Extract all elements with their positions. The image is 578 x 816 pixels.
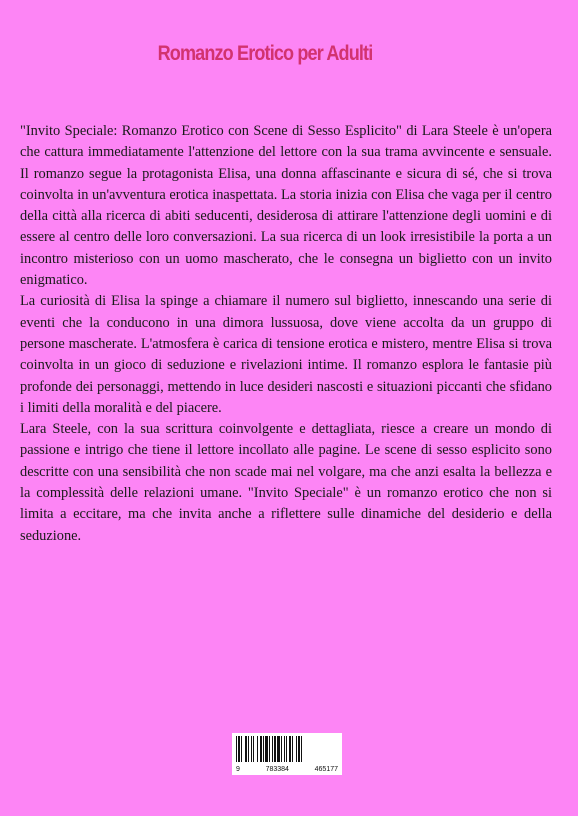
- description-paragraph-3: Lara Steele, con la sua scrittura coinvolgente e dettagliata, riesce a creare un mondo di passione e intrigo che tiene il lettore incollato alle pagine. Le scene di sesso esplicito sono descritte con una sensibilità che non scade mai nel volgare, ma che anzi esalta la bellezza e la complessità delle relazioni umane. "Invito Speciale" è un romanzo erotico che non si limita a eccitare, ma che invita anche a riflettere sulle dinamiche del desiderio e della seduzione.: [20, 421, 552, 544]
- book-description: [20, 121, 552, 547]
- barcode-bar: [265, 736, 268, 762]
- barcode-digits: [232, 766, 342, 773]
- barcode-bar: [260, 736, 262, 762]
- barcode-bar: [289, 736, 291, 762]
- description-paragraph-2: La curiosità di Elisa la spinge a chiamare il numero sul biglietto, innescando una serie di eventi che la conducono in una dimora lussuosa, dove viene accolta da un gruppo di persone mascherate. L'atmosfera è carica di tensione erotica e mistero, mentre Elisa si trova coinvolta in un gioco di seduzione e rivelazioni intime. Il romanzo esplora le fantasie più profonde dei personaggi, mettendo in luce desideri nascosti e situazioni piccanti che sfidano i limiti della moralità e del piacere.: [20, 293, 552, 416]
- barcode-bar: [257, 736, 258, 762]
- barcode-bar: [284, 736, 285, 762]
- barcode-digit-group-3: 465177: [314, 766, 338, 773]
- barcode-bar: [296, 736, 297, 762]
- barcode-bar: [238, 736, 240, 762]
- barcode-bar: [269, 736, 270, 762]
- barcode-bar: [253, 736, 254, 762]
- isbn-barcode: [232, 733, 342, 775]
- barcode-bar: [274, 736, 276, 762]
- barcode-digit-group-1: 9: [236, 766, 240, 773]
- barcode-digit-group-2: 783384: [265, 766, 289, 773]
- barcode-bar: [241, 736, 242, 762]
- barcode-bar: [298, 736, 300, 762]
- barcode-bar: [248, 736, 249, 762]
- barcode-bar: [251, 736, 252, 762]
- barcode-bar: [245, 736, 247, 762]
- barcode-bar: [263, 736, 264, 762]
- barcode-bar: [281, 736, 282, 762]
- barcode-bar: [301, 736, 302, 762]
- description-paragraph-1: "Invito Speciale: Romanzo Erotico con Scene di Sesso Esplicito" di Lara Steele è un'opera che cattura immediatamente l'attenzione del lettore con la sua trama avvincente e sensuale. Il romanzo segue la protagonista Elisa, una donna affascinante e sicura di sé, che si trova coinvolta in un'avventura erotica inaspettata. La storia inizia con Elisa che vaga per il centro della città alla ricerca di abiti seducenti, desiderosa di attirare l'attenzione degli uomini e di essere al centro delle loro conversazioni. La sua ricerca di un look irresistibile la porta a un incontro misterioso con un uomo mascherato, che le consegna un biglietto con un invito enigmatico.: [20, 123, 552, 289]
- barcode-bar: [286, 736, 287, 762]
- barcode-bars-icon: [236, 736, 338, 762]
- barcode-bar: [236, 736, 237, 762]
- barcode-bar: [292, 736, 293, 762]
- barcode-bar: [277, 736, 280, 762]
- page-title: Romanzo Erotico per Adulti: [157, 42, 373, 65]
- barcode-bar: [272, 736, 273, 762]
